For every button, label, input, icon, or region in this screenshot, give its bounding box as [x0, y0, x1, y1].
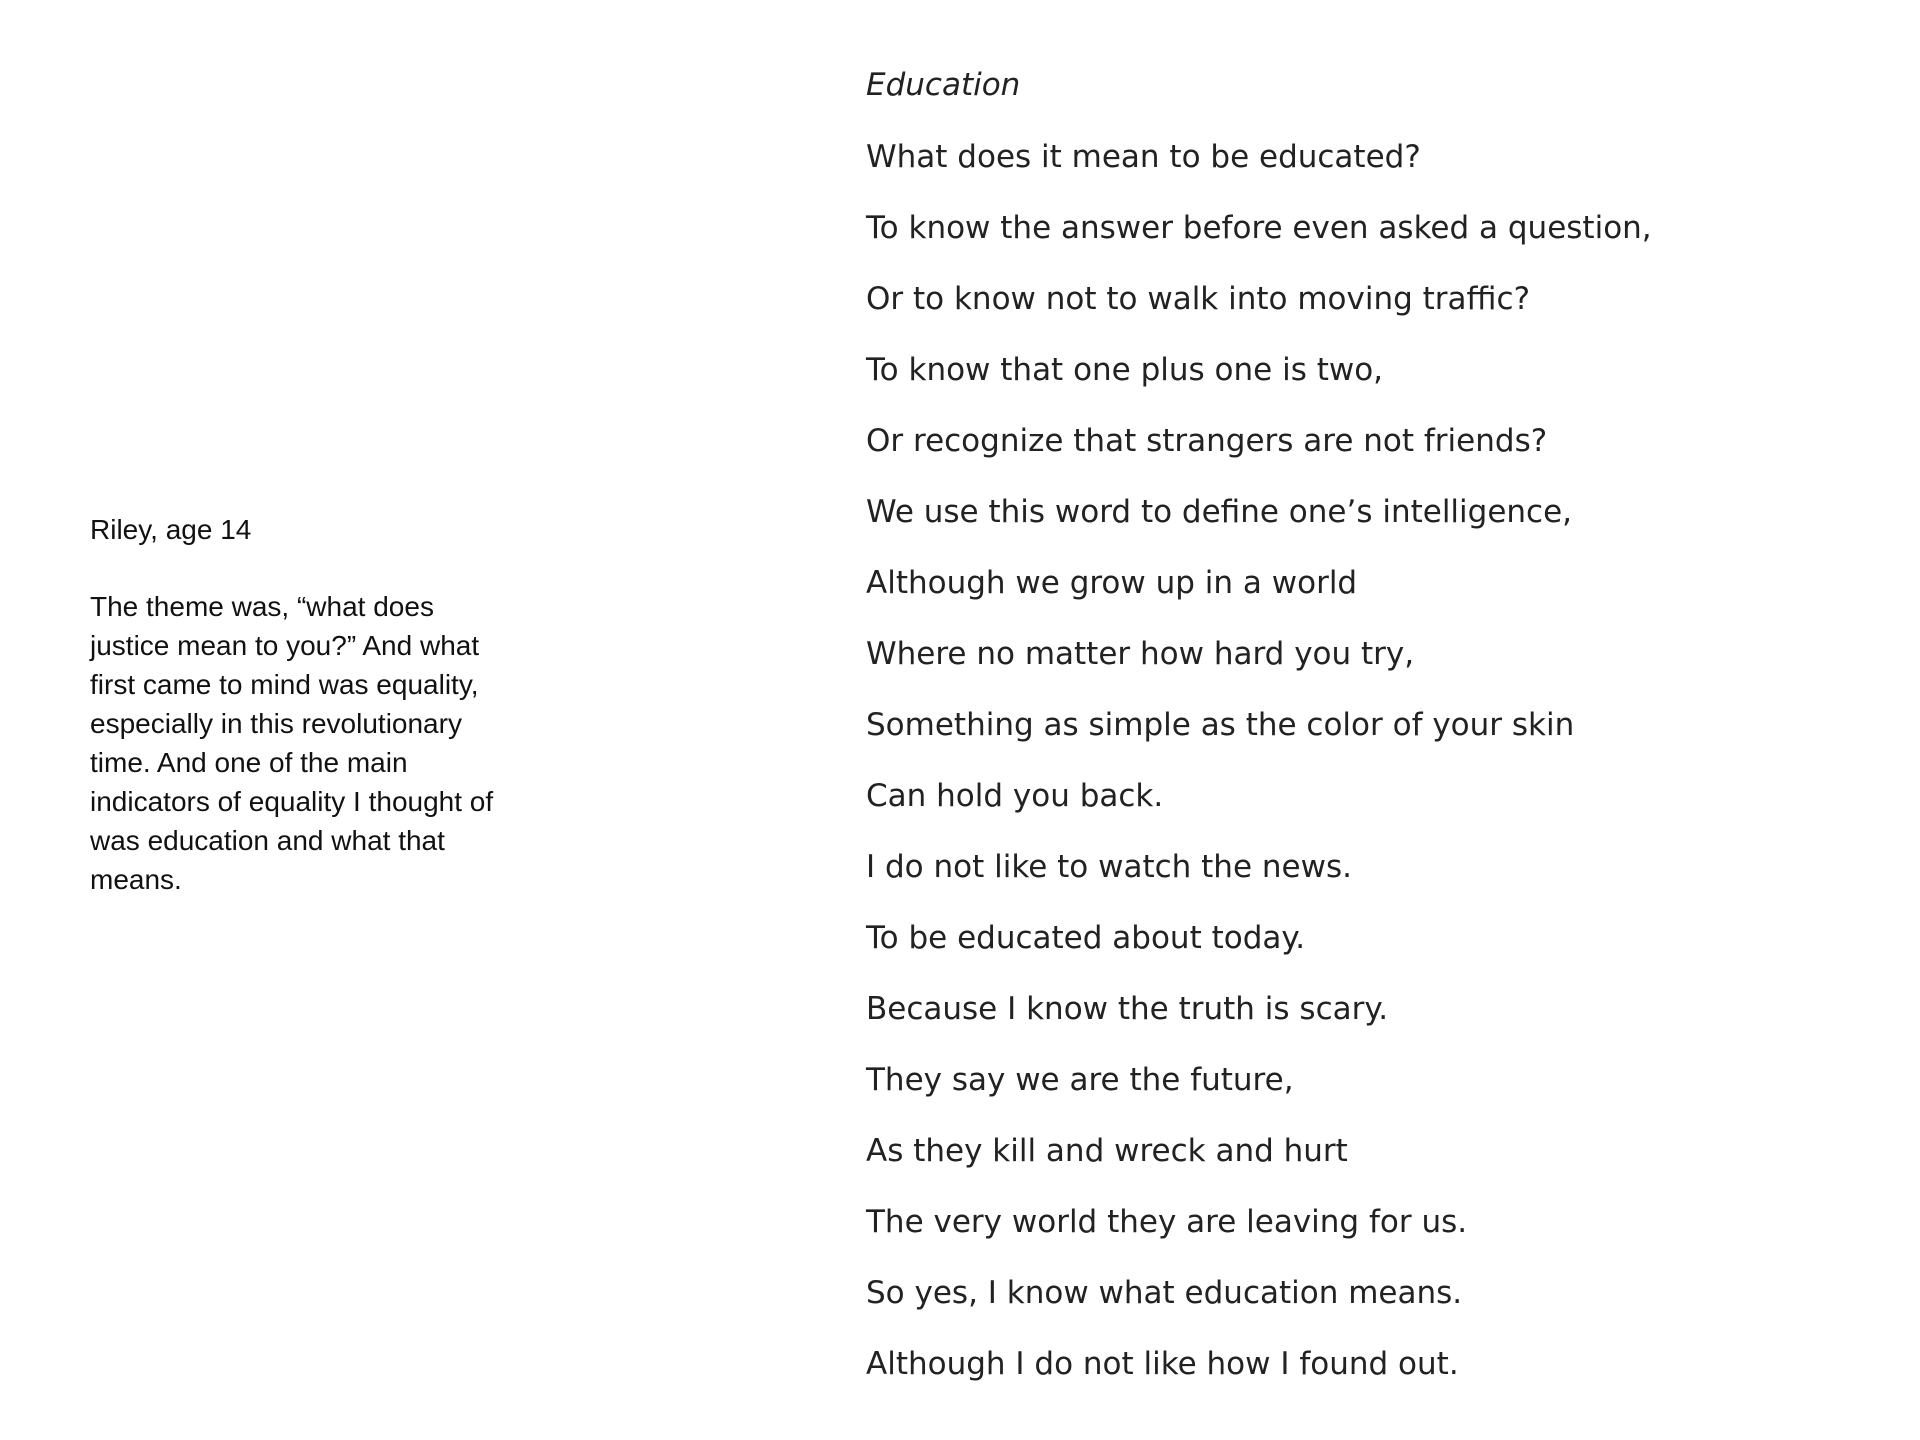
poem-line: To know the answer before even asked a question,	[866, 210, 1652, 246]
poem-line: What does it mean to be educated?	[866, 139, 1421, 175]
poem-line: Or recognize that strangers are not friends?	[866, 423, 1548, 459]
author-note	[90, 510, 520, 899]
poem-line: To know that one plus one is two,	[866, 352, 1384, 388]
poem-line: As they kill and wreck and hurt	[866, 1133, 1348, 1169]
poem	[866, 62, 1866, 1412]
poem-line: So yes, I know what education means.	[866, 1275, 1463, 1311]
poem-line: The very world they are leaving for us.	[866, 1204, 1468, 1240]
poem-line: We use this word to define one’s intelligence,	[866, 494, 1573, 530]
poem-title: Education	[866, 67, 1021, 103]
author-name-age: Riley, age 14	[90, 514, 252, 545]
poem-line: They say we are the future,	[866, 1062, 1294, 1098]
poem-line: Something as simple as the color of your skin	[866, 707, 1575, 743]
poem-line: To be educated about today.	[866, 920, 1306, 956]
poem-line: Can hold you back.	[866, 778, 1164, 814]
poem-line: Because I know the truth is scary.	[866, 991, 1389, 1027]
poem-line: Where no matter how hard you try,	[866, 636, 1415, 672]
poem-line: I do not like to watch the news.	[866, 849, 1352, 885]
poem-line: Although I do not like how I found out.	[866, 1346, 1459, 1382]
poem-line: Or to know not to walk into moving traffic?	[866, 281, 1531, 317]
theme-commentary: The theme was, “what does justice mean to you?” And what first came to mind was equality, especially in this revolutionary time. And one of the main indicators of equality I thought of was education and what that means.	[90, 591, 494, 895]
poem-line: Although we grow up in a world	[866, 565, 1358, 601]
